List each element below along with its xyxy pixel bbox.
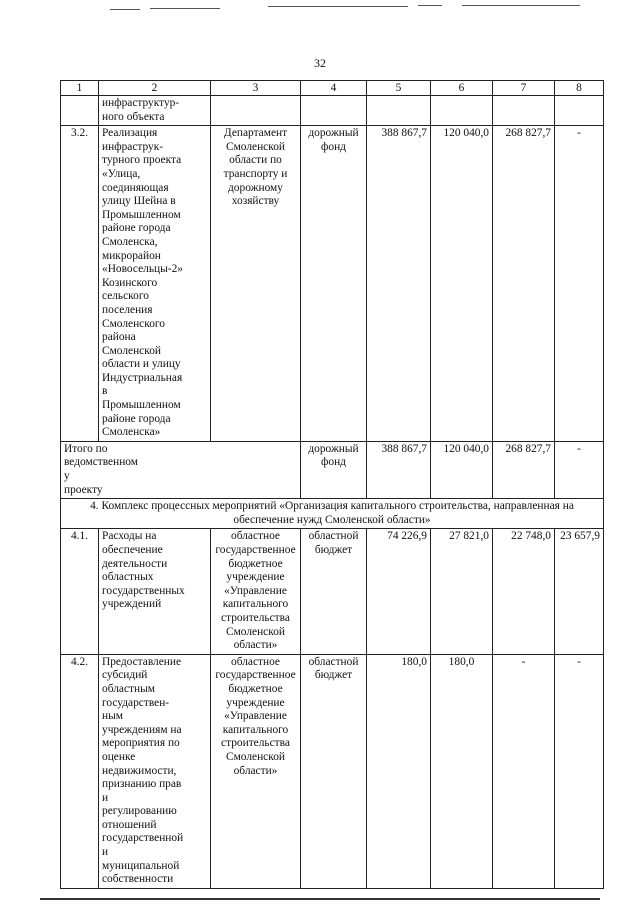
scan-artifact	[462, 5, 580, 6]
scan-artifact	[418, 5, 442, 6]
cell-year2	[493, 96, 555, 126]
cell-year1: 180,0	[431, 654, 493, 888]
cell-num: 3.2.	[61, 126, 99, 442]
column-header: 6	[431, 81, 493, 96]
continuation-row	[61, 96, 604, 126]
cell-name: инфраструктур- ного объекта	[99, 96, 211, 126]
cell-executor: областное государственное бюджетное учреждение «Управление капитального строительства Смоленской области»	[211, 529, 301, 654]
cell-year2: 268 827,7	[493, 126, 555, 442]
cell-year2: -	[493, 654, 555, 888]
page-number: 32	[314, 56, 326, 70]
cell-year3: -	[555, 441, 604, 498]
cell-year1	[431, 96, 493, 126]
table-row-total	[61, 441, 604, 498]
cell-name: Предоставление субсидий областным государствен- ным учреждениям на мероприятия по оценке недвижимости, признанию прав и регулированию отношений государственной и муниципальной собственности	[99, 654, 211, 888]
cell-year3: -	[555, 126, 604, 442]
cell-year3: -	[555, 654, 604, 888]
cell-executor: Департамент Смоленской области по транспорту и дорожному хозяйству	[211, 126, 301, 442]
cell-num: 4.1.	[61, 529, 99, 654]
cell-year1: 120 040,0	[431, 126, 493, 442]
cell-num	[61, 96, 99, 126]
cell-year2: 268 827,7	[493, 441, 555, 498]
scan-artifact	[268, 6, 408, 7]
column-header: 8	[555, 81, 604, 96]
cell-name: Реализация инфраструк- турного проекта «Улица, соединяющая улицу Шейна в Промышленном районе города Смоленска, микрорайон «Новосельцы-2» Козинского сельского поселения Смоленского района Смоленской области и улицу Индустриальная в Промышленном районе города Смоленска»	[99, 126, 211, 442]
cell-total: 388 867,7	[367, 441, 431, 498]
scan-artifact	[150, 8, 220, 9]
cell-source: дорожный фонд	[301, 126, 367, 442]
cell-source: дорожный фонд	[301, 441, 367, 498]
program-table	[60, 80, 604, 889]
cell-source: областной бюджет	[301, 654, 367, 888]
cell-year3: 23 657,9	[555, 529, 604, 654]
cell-year2: 22 748,0	[493, 529, 555, 654]
cell-name: Расходы на обеспечение деятельности областных государственных учреждений	[99, 529, 211, 654]
column-header: 3	[211, 81, 301, 96]
cell-num: 4.2.	[61, 654, 99, 888]
scan-bottom-edge	[40, 898, 600, 900]
cell-total	[367, 96, 431, 126]
column-header: 4	[301, 81, 367, 96]
column-header: 5	[367, 81, 431, 96]
column-header: 7	[493, 81, 555, 96]
cell-total-label: Итого по ведомственному проекту	[61, 441, 301, 498]
column-header: 1	[61, 81, 99, 96]
table-row-4-1	[61, 529, 604, 654]
cell-total: 74 226,9	[367, 529, 431, 654]
cell-source	[301, 96, 367, 126]
cell-executor: областное государственное бюджетное учреждение «Управление капитального строительства Смоленской области»	[211, 654, 301, 888]
section-heading-row	[61, 499, 604, 529]
cell-total: 180,0	[367, 654, 431, 888]
cell-total: 388 867,7	[367, 126, 431, 442]
column-header-row	[61, 81, 604, 96]
column-header: 2	[99, 81, 211, 96]
scan-artifact	[110, 9, 140, 10]
table-row-4-2	[61, 654, 604, 888]
cell-year3	[555, 96, 604, 126]
cell-year1: 27 821,0	[431, 529, 493, 654]
table-row-3-2	[61, 126, 604, 442]
cell-executor	[211, 96, 301, 126]
section-title: 4. Комплекс процессных мероприятий «Организация капитального строительства, направленная на обеспечение нужд Смоленской области»	[61, 499, 604, 529]
cell-source: областной бюджет	[301, 529, 367, 654]
cell-year1: 120 040,0	[431, 441, 493, 498]
